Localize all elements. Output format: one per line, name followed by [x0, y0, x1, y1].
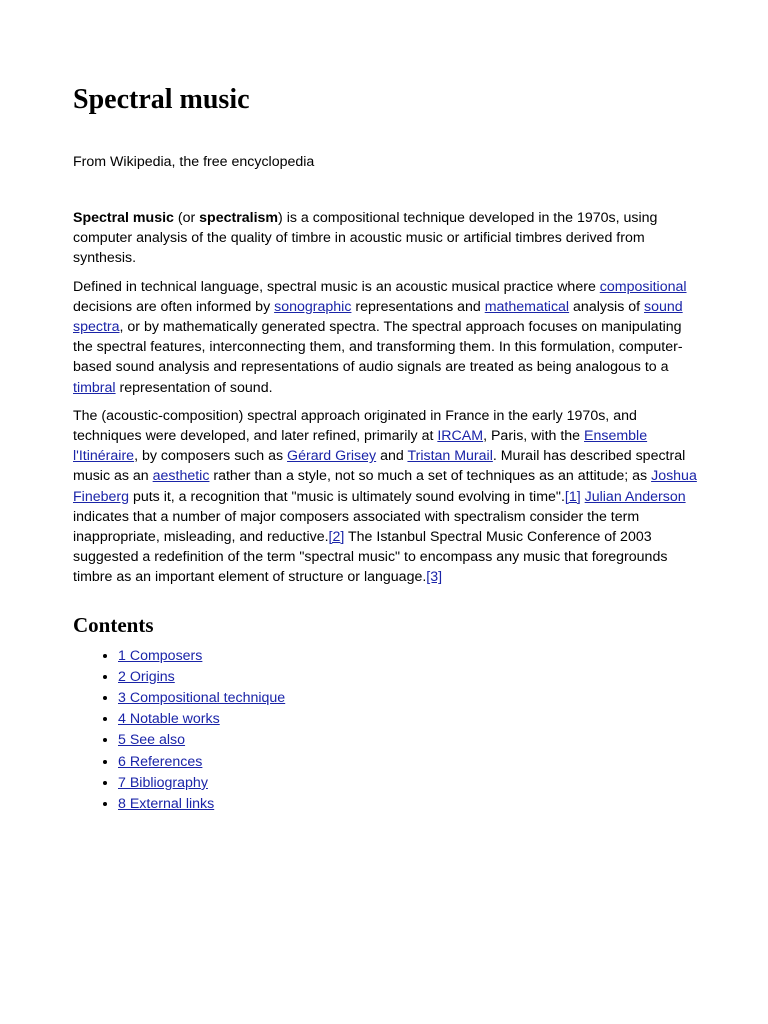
toc-link-see-also[interactable]: 5 See also: [118, 732, 186, 749]
toc-link-origins[interactable]: 2 Origins: [118, 668, 175, 685]
table-of-contents: [73, 646, 698, 816]
toc-item: [118, 688, 698, 709]
contents-heading: Contents: [73, 612, 154, 637]
citation-link-3[interactable]: [3]: [426, 569, 443, 586]
link-julian-anderson[interactable]: Julian Anderson: [584, 488, 686, 505]
link-gerard-grisey[interactable]: Gérard Grisey: [287, 448, 377, 465]
citation-link-1[interactable]: [1]: [564, 488, 581, 505]
definition-paragraph: Defined in technical language, spectral music is an acoustic musical practice where compositional decisions are often informed by sonographic representations and mathematical analysis of sound spectra, or by mathematically generated spectra. The spectral approach focuses on manipulating the spectral features, interconnecting them, and transforming them. In this formulation, computer-based sound analysis and representations of audio signals are treated as being analogous to a timbral representation of sound.: [73, 278, 687, 396]
origin-paragraph: The (acoustic-composition) spectral approach originated in France in the early 1970s, and techniques were developed, and later refined, primarily at IRCAM, Paris, with the Ensemble l'Itinéraire, by composers such as Gérard Grisey and Tristan Murail. Murail has described spectral music as an aesthetic rather than a style, not so much a set of techniques as an attitude; as Joshua Fineberg puts it, a recognition that "music is ultimately sound evolving in time".[1] Julian Anderson indicates that a number of major composers associated with spectralism consider the term inappropriate, misleading, and reductive.[2] The Istanbul Spectral Music Conference of 2003 suggested a redefinition of the term "spectral music" to encompass any music that foregrounds timbre as an important element of structure or language.[3]: [73, 407, 697, 586]
link-joshua-fineberg[interactable]: Joshua Fineberg: [73, 468, 697, 505]
page-subtitle: From Wikipedia, the free encyclopedia: [73, 154, 315, 170]
toc-link-compositional-technique[interactable]: 3 Compositional technique: [118, 690, 286, 707]
link-aesthetic[interactable]: aesthetic: [152, 468, 210, 485]
toc-link-notable-works[interactable]: 4 Notable works: [118, 711, 220, 728]
toc-item: [118, 794, 698, 815]
citation-link-2[interactable]: [2]: [328, 529, 345, 546]
link-ensemble-itineraire[interactable]: Ensemble l'Itinéraire: [73, 428, 648, 465]
page-title: Spectral music: [73, 84, 250, 115]
toc-link-external-links[interactable]: 8 External links: [118, 796, 215, 813]
toc-link-composers[interactable]: 1 Composers: [118, 647, 203, 664]
link-sound-spectra[interactable]: sound spectra: [73, 298, 683, 336]
toc-link-bibliography[interactable]: 7 Bibliography: [118, 774, 208, 791]
link-sonographic[interactable]: sonographic: [274, 298, 352, 315]
toc-item: [118, 646, 698, 667]
toc-link-references[interactable]: 6 References: [118, 753, 203, 770]
bold-term-spectralism: spectralism: [199, 210, 279, 226]
link-compositional[interactable]: compositional: [599, 278, 687, 295]
link-timbral[interactable]: timbral: [73, 379, 116, 396]
intro-paragraph: Spectral music (or spectralism) is a compositional technique developed in the 1970s, using computer analysis of the quality of timbre in acoustic music or artificial timbres derived from synthesis.: [73, 210, 658, 267]
link-mathematical[interactable]: mathematical: [484, 298, 570, 315]
toc-item: [118, 730, 698, 751]
toc-item: [118, 752, 698, 773]
toc-item: [118, 667, 698, 688]
toc-item: [118, 773, 698, 794]
bold-term-spectral-music: Spectral music: [73, 210, 174, 226]
toc-item: [118, 709, 698, 730]
link-tristan-murail[interactable]: Tristan Murail: [407, 448, 493, 465]
link-ircam[interactable]: IRCAM: [437, 428, 484, 445]
article-body: [73, 208, 698, 815]
